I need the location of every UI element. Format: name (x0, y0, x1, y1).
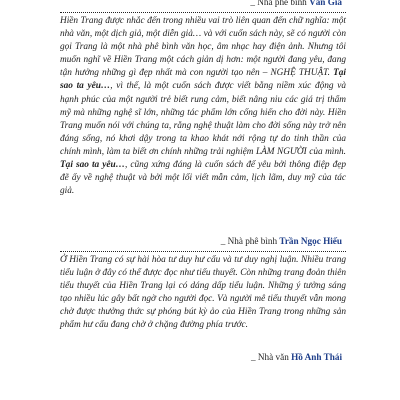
review-text-part: Hiền Trang được nhắc đến trong nhiều vai trò liên quan đến chữ nghĩa: một nhà văn, một dịch giả, một diễn giả… và với cuốn sách này, sẽ có người còn gọi Trang là một nhà phê bình văn học, âm nhạc hay điện ảnh. Nhưng tôi muốn nghĩ về Hiền Trang một cách giản dị hơn: một người đang yêu, đang tận hưởng những gì đẹp nhất mà con người tạo nên – NGHỆ THUẬT. (60, 16, 346, 79)
attribution-prefix: _ Nhà phê bình (220, 236, 278, 246)
review-2-attribution (221, 236, 342, 246)
author-name: Hồ Anh Thái (291, 352, 342, 362)
review-1-attribution (250, 0, 342, 7)
section-divider (60, 251, 346, 252)
critic-name: Vân Giá (309, 0, 342, 7)
book-title-mention: Tại sao ta yêu… (60, 68, 347, 92)
review-2-text (60, 15, 346, 198)
attribution-prefix: _ Nhà văn (251, 352, 289, 362)
review-text-part: , vì thế, là một cuốn sách được viết bằng niềm xúc động và hạnh phúc của một người trẻ biết rung cảm, biết nâng niu các giá trị thẩm mỹ mà những nghệ sĩ lớn, những tác phẩm lớn cống hiến cho đời này. Hiền Trang muốn nói với chúng ta, rằng nghệ thuật làm cho đời sống này trở nên đáng sống, nó khơi dậy trong ta khao khát nới rộng tự do tinh thần của chính mình, làm ta biết ơn chính những trải nghiệm LÀM NGƯỜI của mình. (60, 81, 346, 157)
review-3-attribution (251, 352, 342, 362)
section-divider (60, 12, 346, 13)
attribution-prefix: _ Nhà phê bình (250, 0, 307, 7)
critic-name: Trần Ngọc Hiếu (279, 236, 342, 246)
review-3-text: Ở Hiền Trang có sự hài hòa tư duy hư cấu và tư duy nghị luận. Nhiều trang tiểu luận ở đây có thể được đọc như tiểu thuyết. Còn những trang đoản thiên tiểu thuyết của Hiền Trang lại có dáng dấp tiểu luận. Những ý tưởng sáng tạo nhiều lúc gây bất ngờ cho người đọc. Và người mê tiểu thuyết vẫn mong chờ được thưởng thức sự phóng bút kỳ ảo của Hiền Trang trong những sản phẩm hư cấu đang chờ ở chặng đường phía trước. (60, 255, 346, 331)
review-text-part: , cũng xứng đáng là cuốn sách để yêu bởi thông điệp đẹp đẽ ấy về nghệ thuật và bởi một lối viết mẫn cảm, lịch lãm, duy mỹ của tác giả. (60, 160, 347, 197)
book-title-mention: Tại sao ta yêu… (60, 160, 125, 171)
